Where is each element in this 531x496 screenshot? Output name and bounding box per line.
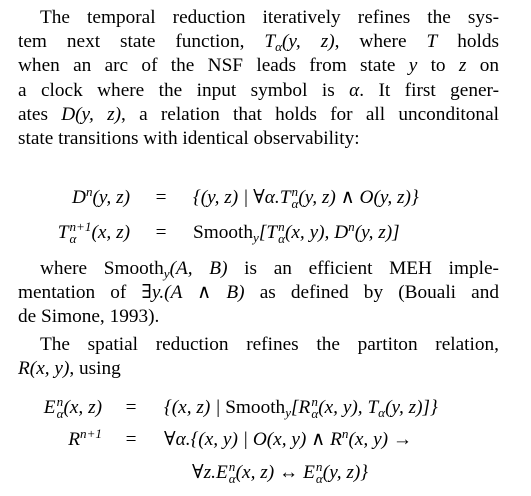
paragraph-smooth-definition [18, 257, 499, 330]
text-line: where Smooth$_y$(A, B) is an efficient MEH imple- [40, 258, 499, 281]
text-line: The temporal reduction iteratively refines the sys- [40, 7, 499, 28]
text-line: state transitions with identical observability: [18, 128, 360, 150]
text-line: when an arc of the NSF leads from state y to z on [18, 55, 499, 77]
paragraph-temporal-reduction [18, 6, 499, 151]
text-line: R(x, y), using [18, 358, 121, 380]
document-page: The temporal reduction iteratively refines the sys- tem next state function, $T_\alpha(y$, z), where T holds when an arc of the NSF leads from state y to z on a clock where the input symbol is α. It first gener- ates D(y, z), a relation that holds for all unconditonal state transitions with identical observability: $D^n(y$, z) = {(y, z) | ∀α.T n α (y, z) ∧ O(y, z)} T n+1 α (x, z) = Smooth$_y$[T n α (x, y), $D^n(y$, z)] where Smooth$_y$(A, B) is an efficient MEH imple- mentation of ∃y.(A ∧ B) as defined by (Bouali and de Simone, 1993). The spatial reduction refines the partiton relation, R(x, y), using E n α (x, z) = {(x, z) | Smooth$_y$[R n α (x, y), $T_\alpha(y$, z)]} $R^{n+1}$ = ∀α.{(x, y) | O(x, y) ∧ $R^n(x$, y) → ∀z.E n α (x, z) ↔ E n α (y, z)} [18, 7, 499, 486]
text-line: de Simone, 1993). [18, 306, 160, 328]
text-line: ates D(y, z), a relation that holds for all unconditonal [18, 103, 499, 125]
paragraph-spatial-reduction [18, 333, 499, 381]
text-line: tem next state function, $T_\alpha(y$, z), where T holds [18, 31, 499, 55]
text-line: a clock where the input symbol is α. It first gener- [18, 79, 499, 101]
text-line: mentation of ∃y.(A ∧ B) as defined by (Bouali and [18, 282, 499, 304]
text-line: The spatial reduction refines the partiton relation, [40, 334, 499, 355]
